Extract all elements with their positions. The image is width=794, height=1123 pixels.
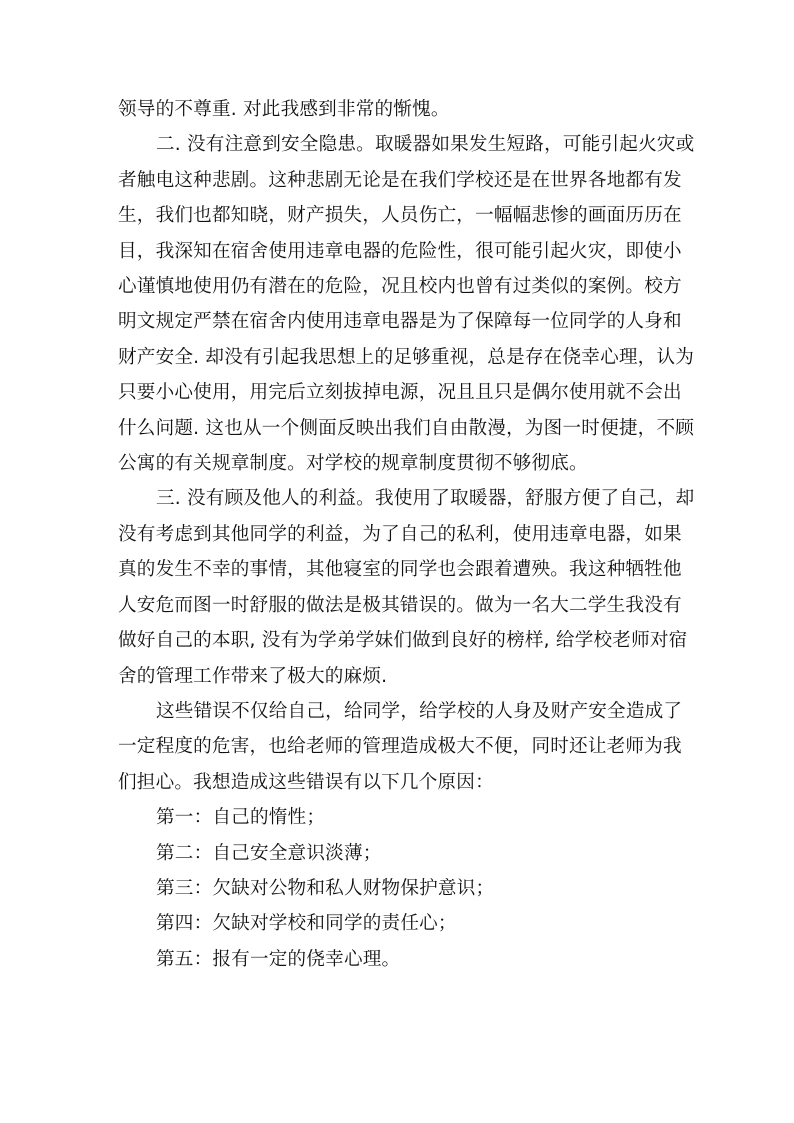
paragraph-p8	[118, 942, 684, 977]
paragraph-p7	[118, 906, 684, 941]
text-line: 心谨慎地使用仍有潜在的危险，况且校内也曾有过类似的案例。校方	[118, 276, 682, 298]
text-line: 三. 没有顾及他人的利益。我使用了取暖器，舒服方便了自己，却	[156, 488, 695, 510]
text-line: 舍的管理工作带来了极大的麻烦.	[118, 665, 388, 687]
paragraph-p6	[118, 871, 684, 906]
text-line: 目，我深知在宿舍使用违章电器的危险性，很可能引起火灾，即使小	[118, 240, 682, 262]
paragraph-p0	[118, 92, 684, 127]
text-line: 明文规定严禁在宿舍内使用违章电器是为了保障每一位同学的人身和	[118, 311, 682, 333]
text-line: 二. 没有注意到安全隐患。取暖器如果发生短路，可能引起火灾或	[156, 134, 695, 156]
text-line: 财产安全. 却没有引起我思想上的足够重视，总是存在侥幸心理，认为	[118, 346, 695, 368]
document-body	[118, 92, 695, 977]
text-line: 这些错误不仅给自己，给同学，给学校的人身及财产安全造成了	[156, 700, 683, 722]
text-line: 第四：欠缺对学校和同学的责任心；	[156, 913, 457, 935]
paragraph-p1	[118, 127, 695, 481]
paragraph-p2	[118, 481, 695, 693]
text-line: 们担心。我想造成这些错误有以下几个原因：	[118, 771, 494, 793]
text-line: 第一：自己的惰性；	[156, 807, 326, 829]
text-line: 没有考虑到其他同学的利益，为了自己的私利，使用违章电器，如果	[118, 523, 682, 545]
text-line: 真的发生不幸的事情，其他寝室的同学也会跟着遭殃。我这种牺牲他	[118, 559, 682, 581]
text-line: 只要小心使用，用完后立刻拔掉电源，况且且只是偶尔使用就不会出	[118, 382, 682, 404]
text-line: 者触电这种悲剧。这种悲剧无论是在我们学校还是在世界各地都有发	[118, 169, 682, 191]
text-line: 一定程度的危害，也给老师的管理造成极大不便，同时还让老师为我	[118, 736, 682, 758]
paragraph-p4	[118, 800, 684, 835]
text-line: 人安危而图一时舒服的做法是极其错误的。做为一名大二学生我没有	[118, 594, 682, 616]
text-line: 第二：自己安全意识淡薄；	[156, 842, 382, 864]
paragraph-p3	[118, 694, 684, 800]
text-line: 公寓的有关规章制度。对学校的规章制度贯彻不够彻底。	[118, 453, 588, 475]
text-line: 做好自己的本职, 没有为学弟学妹们做到良好的榜样, 给学校老师对宿	[118, 630, 688, 652]
paragraph-p5	[118, 836, 684, 871]
text-line: 生，我们也都知晓，财产损失，人员伤亡，一幅幅悲惨的画面历历在	[118, 205, 682, 227]
text-line: 第三：欠缺对公物和私人财物保护意识；	[156, 877, 495, 899]
text-line: 领导的不尊重. 对此我感到非常的惭愧。	[118, 99, 450, 120]
text-line: 第五：报有一定的侥幸心理。	[156, 948, 401, 970]
text-line: 什么问题. 这也从一个侧面反映出我们自由散漫，为图一时便捷，不顾	[118, 417, 695, 439]
